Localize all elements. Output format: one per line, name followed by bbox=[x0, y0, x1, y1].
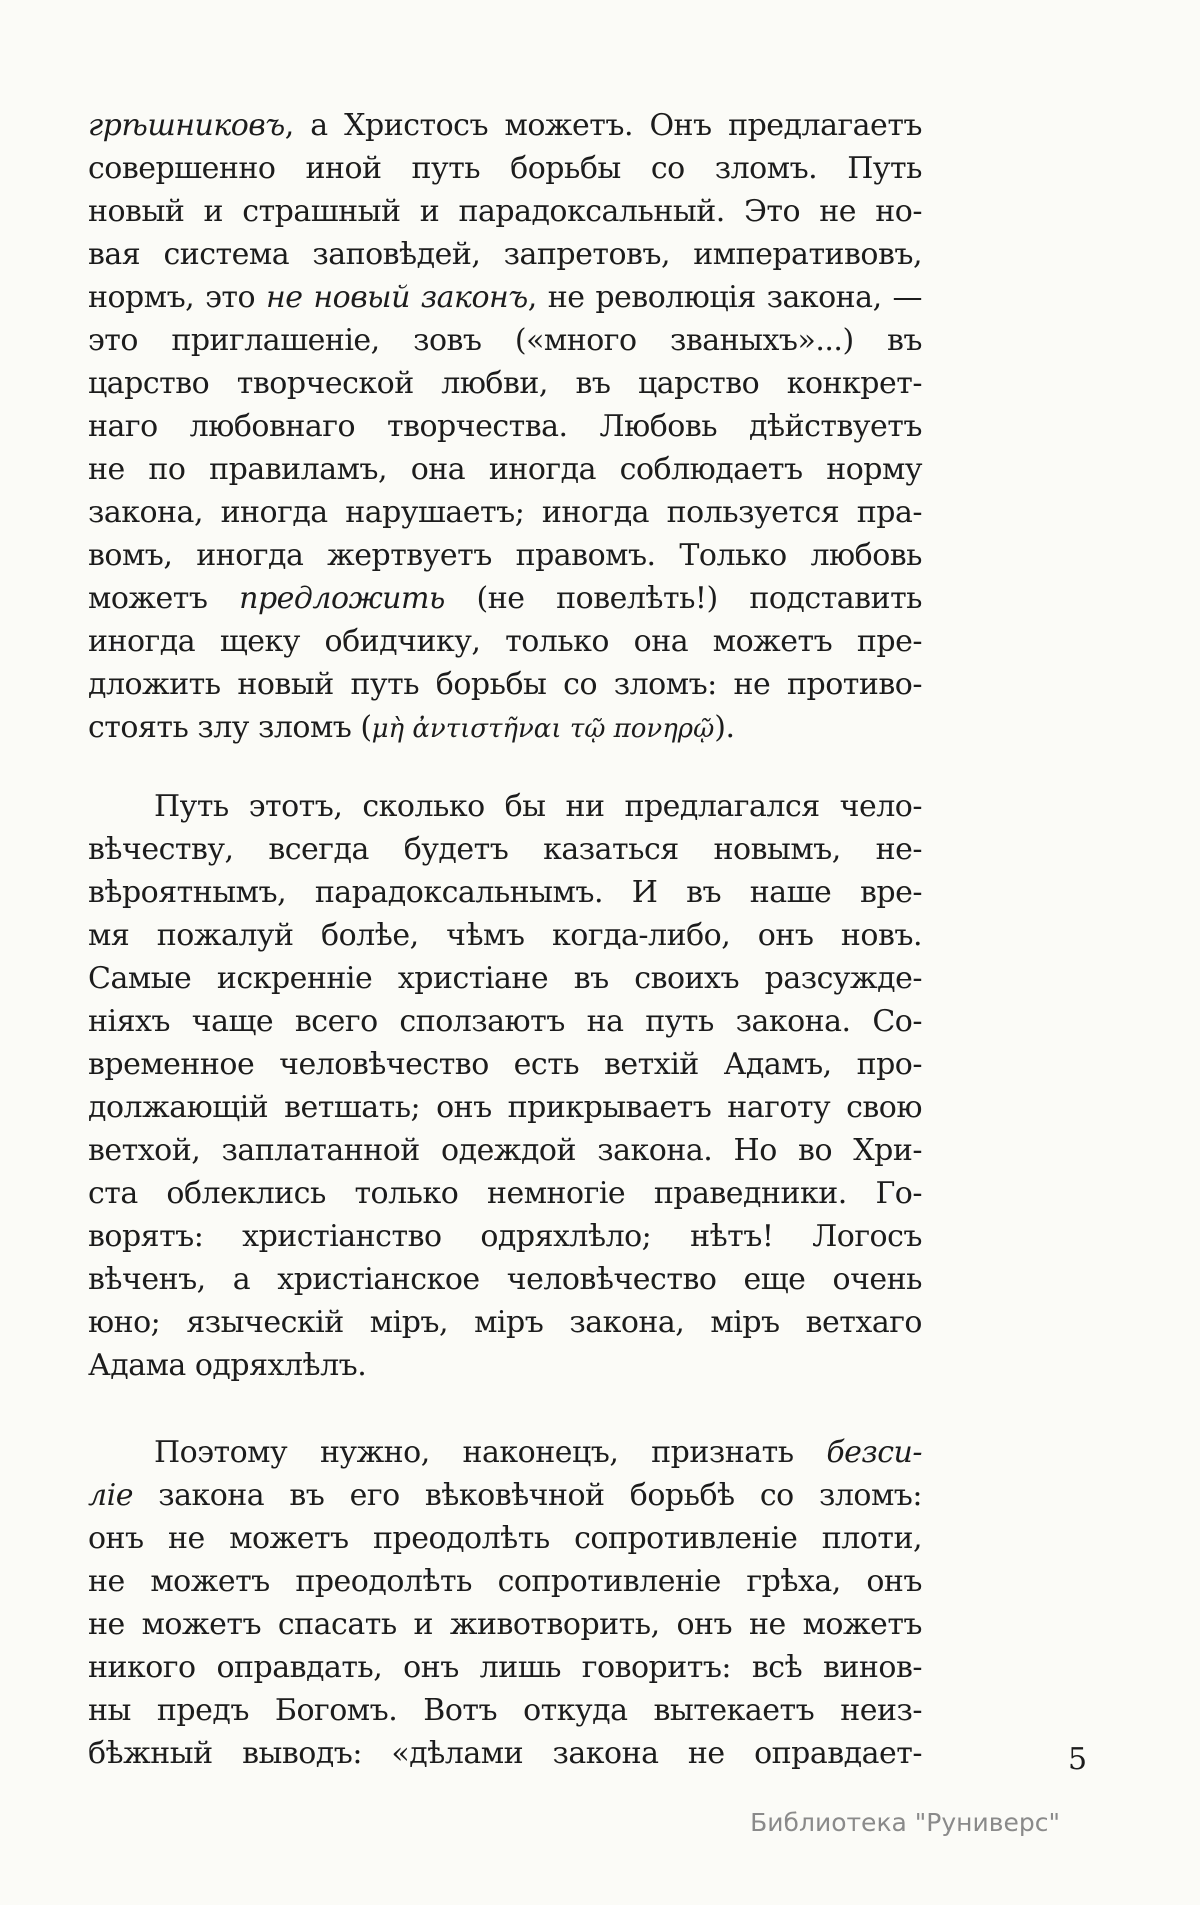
text-line bbox=[88, 1086, 922, 1129]
text-segment: совершенно иной путь борьбы со зломъ. Путь bbox=[88, 151, 922, 186]
text-line bbox=[88, 1129, 922, 1172]
text-line bbox=[88, 362, 922, 405]
text-segment: временное человѣчество есть ветхій Адамъ, про- bbox=[88, 1047, 922, 1082]
text-line bbox=[88, 620, 922, 663]
text-line bbox=[88, 663, 922, 706]
text-line bbox=[88, 828, 922, 871]
text-segment: ніяхъ чаще всего сползаютъ на путь закона. Со- bbox=[88, 1004, 922, 1039]
text-segment: это приглашеніе, зовъ («много званыхъ»...) въ bbox=[88, 323, 922, 358]
text-line bbox=[88, 1172, 922, 1215]
paragraph bbox=[88, 104, 922, 749]
text-line bbox=[88, 104, 922, 147]
text-segment: Путь этотъ, сколько бы ни предлагался чело- bbox=[154, 789, 922, 824]
text-line bbox=[88, 1344, 922, 1387]
text-segment: ны предъ Богомъ. Вотъ откуда вытекаетъ неиз- bbox=[88, 1693, 922, 1728]
text-segment: Самые искренніе христіане въ своихъ разсужде- bbox=[88, 961, 922, 996]
greek-phrase: μὴ ἀντιστῆναι τῷ πονηρῷ bbox=[371, 714, 715, 744]
text-segment: вѣченъ, а христіанское человѣчество еще очень bbox=[88, 1262, 922, 1297]
text-line bbox=[88, 1689, 922, 1732]
text-segment: дложить новый путь борьбы со зломъ: не противо- bbox=[88, 667, 922, 702]
text-line bbox=[88, 706, 922, 749]
text-line bbox=[88, 1732, 922, 1775]
text-line bbox=[88, 147, 922, 190]
text-segment: иногда щеку обидчику, только она можетъ пре- bbox=[88, 624, 922, 659]
paragraph bbox=[88, 1431, 922, 1775]
text-line bbox=[88, 190, 922, 233]
text-segment: ворятъ: христіанство одряхлѣло; нѣтъ! Логосъ bbox=[88, 1219, 922, 1254]
text-line bbox=[88, 1474, 922, 1517]
text-segment: юно; языческій міръ, міръ закона, міръ ветхаго bbox=[88, 1305, 922, 1340]
text-segment: не новый законъ bbox=[265, 280, 528, 315]
text-line bbox=[88, 448, 922, 491]
text-segment: предложить bbox=[239, 581, 445, 616]
text-segment: бѣжный выводъ: «дѣлами закона не оправдает- bbox=[88, 1736, 922, 1771]
text-line bbox=[88, 319, 922, 362]
paragraph bbox=[88, 785, 922, 1387]
text-line bbox=[88, 1301, 922, 1344]
text-segment: должающій ветшать; онъ прикрываетъ наготу свою bbox=[88, 1090, 922, 1125]
text-segment: онъ не можетъ преодолѣть сопротивленіе плоти, bbox=[88, 1521, 922, 1556]
text-line bbox=[88, 785, 922, 828]
text-segment: Поэтому нужно, наконецъ, признать bbox=[154, 1435, 827, 1470]
text-segment: , не революція закона, — bbox=[527, 280, 922, 315]
text-line bbox=[88, 1646, 922, 1689]
text-segment: стоять злу зломъ ( bbox=[88, 710, 372, 745]
text-line bbox=[88, 1258, 922, 1301]
text-segment: никого оправдать, онъ лишь говоритъ: всѣ винов- bbox=[88, 1650, 922, 1685]
text-line bbox=[88, 1560, 922, 1603]
text-segment: закона въ его вѣковѣчной борьбѣ со зломъ: bbox=[132, 1478, 922, 1513]
text-line bbox=[88, 405, 922, 448]
text-segment: грѣшниковъ bbox=[88, 108, 285, 143]
text-segment: наго любовнаго творчества. Любовь дѣйствуетъ bbox=[88, 409, 922, 444]
text-segment: закона, иногда нарушаетъ; иногда пользуется пра- bbox=[88, 495, 922, 530]
text-line bbox=[88, 1215, 922, 1258]
text-segment: вѣроятнымъ, парадоксальнымъ. И въ наше вре- bbox=[88, 875, 922, 910]
text-line bbox=[88, 957, 922, 1000]
text-segment: не по правиламъ, она иногда соблюдаетъ норму bbox=[88, 452, 922, 487]
text-segment: новый и страшный и парадоксальный. Это не но- bbox=[88, 194, 922, 229]
text-segment: ліе bbox=[88, 1478, 133, 1513]
page-text bbox=[88, 104, 922, 1775]
text-segment: (не повелѣть!) подставить bbox=[444, 581, 922, 616]
text-line bbox=[88, 1603, 922, 1646]
text-line bbox=[88, 534, 922, 577]
text-segment: можетъ bbox=[88, 581, 240, 616]
page-number: 5 bbox=[1068, 1742, 1088, 1777]
text-segment: , а Христосъ можетъ. Онъ предлагаетъ bbox=[284, 108, 922, 143]
text-segment: нормъ, это bbox=[88, 280, 266, 315]
watermark-label: Библиотека "Руниверс" bbox=[750, 1808, 1060, 1837]
text-line bbox=[88, 914, 922, 957]
text-segment: не можетъ преодолѣть сопротивленіе грѣха, онъ bbox=[88, 1564, 922, 1599]
text-line bbox=[88, 491, 922, 534]
text-segment: вая система заповѣдей, запретовъ, императивовъ, bbox=[88, 237, 922, 272]
text-line bbox=[88, 276, 922, 319]
text-line bbox=[88, 1043, 922, 1086]
text-segment: ста облеклись только немногіе праведники. Го- bbox=[88, 1176, 922, 1211]
text-line bbox=[88, 1517, 922, 1560]
text-line bbox=[88, 233, 922, 276]
text-segment: царство творческой любви, въ царство конкрет- bbox=[88, 366, 922, 401]
text-segment: безси- bbox=[826, 1435, 922, 1470]
text-line bbox=[88, 1000, 922, 1043]
text-line bbox=[88, 871, 922, 914]
text-line bbox=[88, 577, 922, 620]
text-segment: Адама одряхлѣлъ. bbox=[88, 1348, 367, 1383]
text-segment: вомъ, иногда жертвуетъ правомъ. Только любовь bbox=[88, 538, 922, 573]
text-segment: не можетъ спасать и животворить, онъ не можетъ bbox=[88, 1607, 922, 1642]
text-segment: вѣчеству, всегда будетъ казаться новымъ, не- bbox=[88, 832, 922, 867]
text-line bbox=[88, 1431, 922, 1474]
text-segment: ветхой, заплатанной одеждой закона. Но во Хри- bbox=[88, 1133, 922, 1168]
text-segment: ). bbox=[714, 710, 735, 745]
text-segment: мя пожалуй болѣе, чѣмъ когда-либо, онъ новъ. bbox=[88, 918, 922, 953]
